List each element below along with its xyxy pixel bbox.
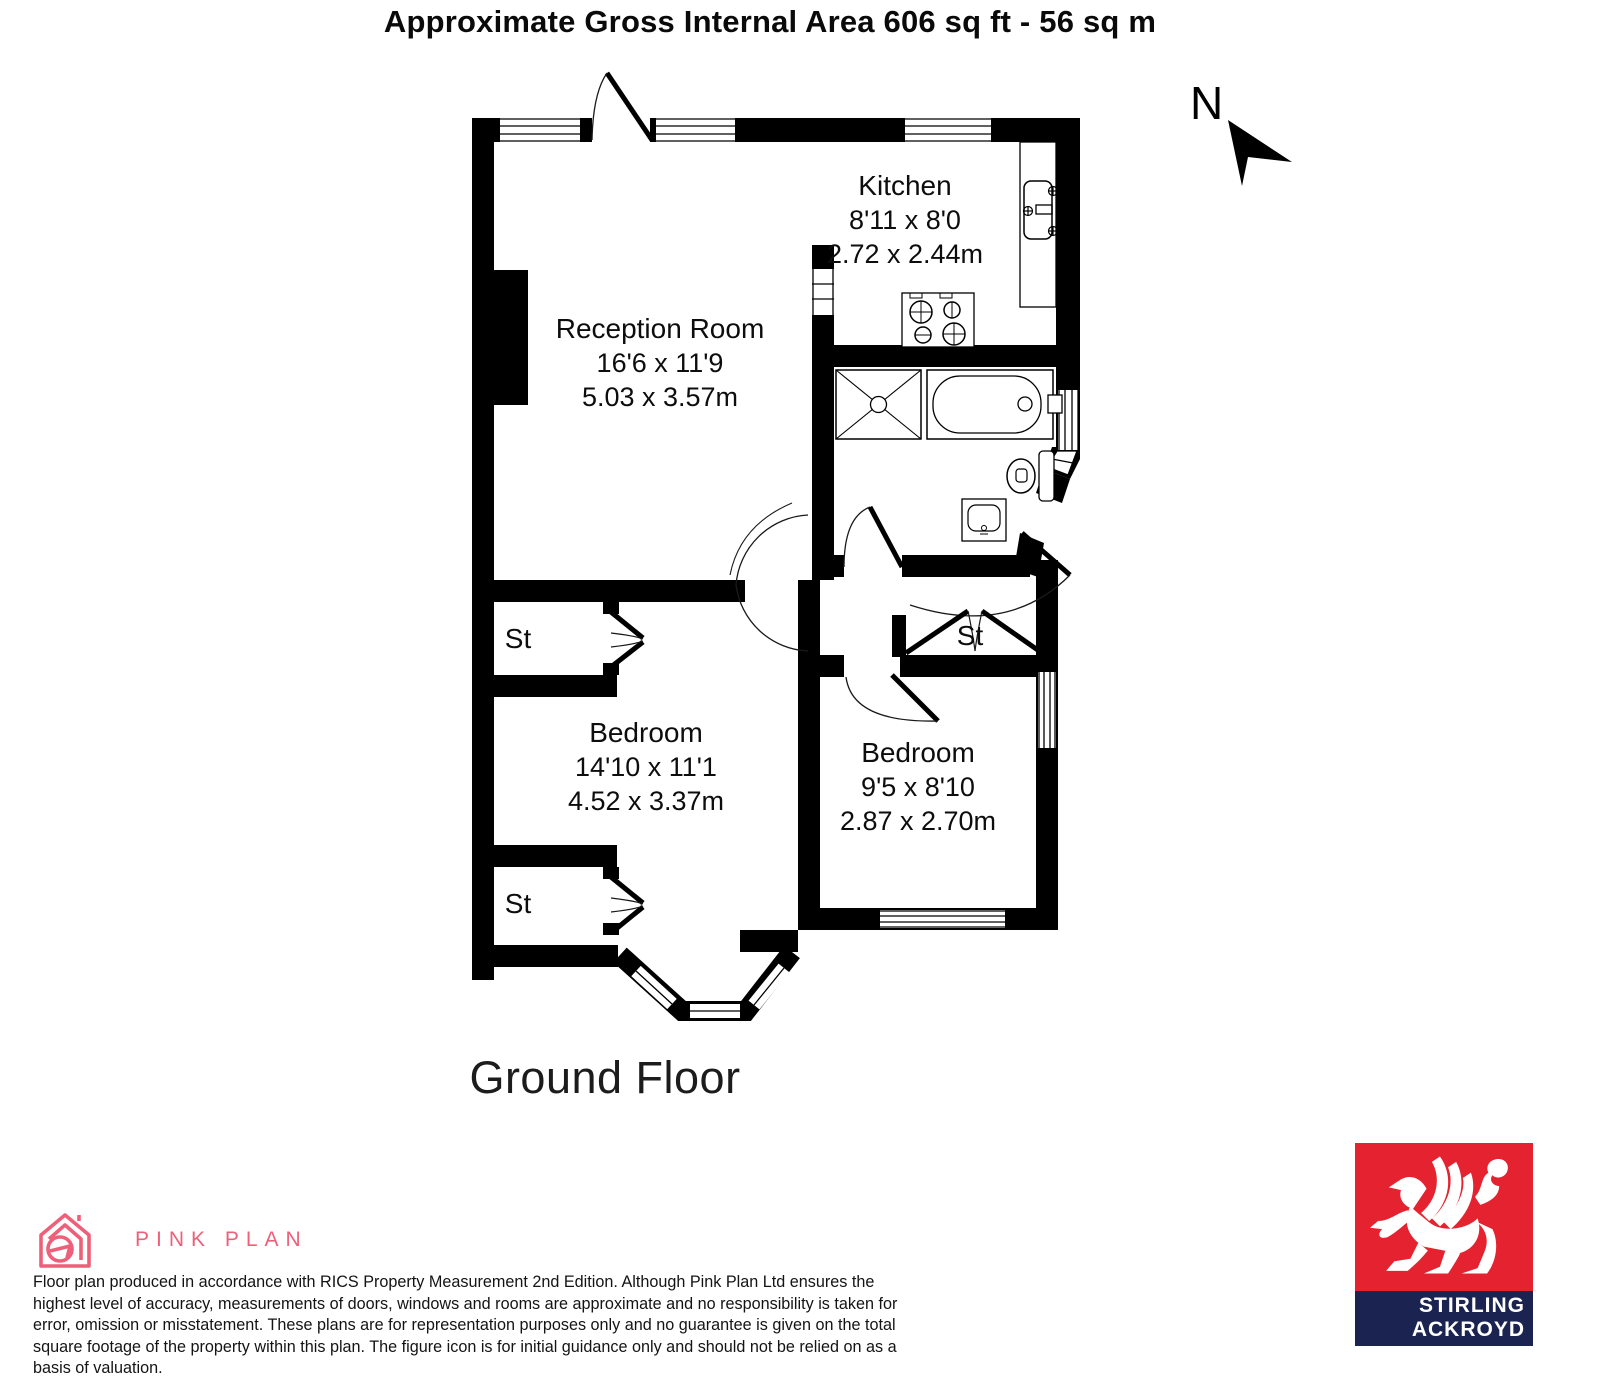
- reception-hall-doors: [730, 503, 808, 651]
- floor-plan-drawing: [440, 55, 1120, 1030]
- agency-logo-navy-panel: [1355, 1291, 1533, 1346]
- bathroom-fixtures: [836, 370, 1062, 541]
- room-label-reception: [556, 312, 765, 414]
- window-bedroom2-right: [1038, 672, 1056, 748]
- bathroom-door: [844, 507, 902, 567]
- room-dims-imperial: 8'11 x 8'0: [849, 205, 961, 235]
- basin-icon: [962, 499, 1006, 541]
- storage1-bifold-doors: [611, 612, 643, 667]
- window-bedroom2-bottom: [880, 910, 1005, 928]
- compass-north-label: N: [1190, 77, 1224, 129]
- room-name: Bedroom: [861, 737, 975, 768]
- agency-name-line2: ACKROYD: [1411, 1318, 1525, 1341]
- room-dims-imperial: 16'6 x 11'9: [596, 348, 724, 378]
- producer-brand-text: PINK PLAN: [135, 1228, 308, 1251]
- room-dims-imperial: 14'10 x 11'1: [575, 752, 717, 782]
- room-label-bedroom1: [568, 716, 724, 818]
- producer-logo: [33, 1208, 433, 1272]
- storage-label-3: St: [504, 888, 532, 919]
- bedroom2-door: [846, 675, 938, 721]
- bay-window: [620, 952, 792, 1011]
- room-name: Kitchen: [858, 170, 952, 201]
- agency-logo-red-panel: [1355, 1143, 1533, 1291]
- room-name: Reception Room: [555, 313, 765, 344]
- disclaimer-text: Floor plan produced in accordance with RICS Property Measurement 2nd Edition. Although Pink Plan Ltd ensures the highest level of accuracy, measurements of doors, windows and rooms are approximate and no responsibility is taken for error, omission or misstatement. These plans are for representation purposes only and no guarantee is given on the total square footage of the property within this plan. The figure icon is for initial guidance only and should not be relied on as a basis of valuation.: [33, 1273, 898, 1378]
- storage-label-1: St: [504, 623, 532, 654]
- page-title: Approximate Gross Internal Area 606 sq ft - 56 sq m: [383, 4, 1157, 39]
- compass: [1160, 72, 1320, 212]
- pink-plan-house-icon: [33, 1208, 97, 1272]
- agency-name-line1: STIRLING: [1419, 1294, 1525, 1317]
- room-label-bedroom2: [840, 736, 996, 838]
- walls: [472, 118, 1080, 980]
- toilet-icon: [1007, 451, 1054, 501]
- room-name: Bedroom: [589, 717, 703, 748]
- room-dims-metric: 4.52 x 3.37m: [567, 786, 725, 816]
- room-label-kitchen: [827, 169, 983, 271]
- agency-logo: [1355, 1143, 1533, 1346]
- window-top-2: [656, 118, 735, 142]
- shower-icon: [836, 370, 921, 439]
- window-hatch-kitchen: [812, 269, 834, 315]
- bathtub-icon: [927, 370, 1062, 439]
- window-top-3: [905, 118, 991, 142]
- griffin-icon: [1355, 1143, 1533, 1291]
- north-arrow-icon: [1160, 72, 1320, 212]
- floor-plan: [440, 55, 1120, 1030]
- room-dims-metric: 2.72 x 2.44m: [826, 239, 984, 269]
- hob-icon: [902, 293, 974, 347]
- room-dims-metric: 5.03 x 3.57m: [581, 382, 739, 412]
- room-dims-metric: 2.87 x 2.70m: [839, 806, 997, 836]
- window-top-1: [500, 118, 580, 142]
- room-dims-imperial: 9'5 x 8'10: [861, 772, 975, 802]
- floor-caption: Ground Floor: [469, 1052, 741, 1103]
- storage-label-2: St: [956, 620, 984, 651]
